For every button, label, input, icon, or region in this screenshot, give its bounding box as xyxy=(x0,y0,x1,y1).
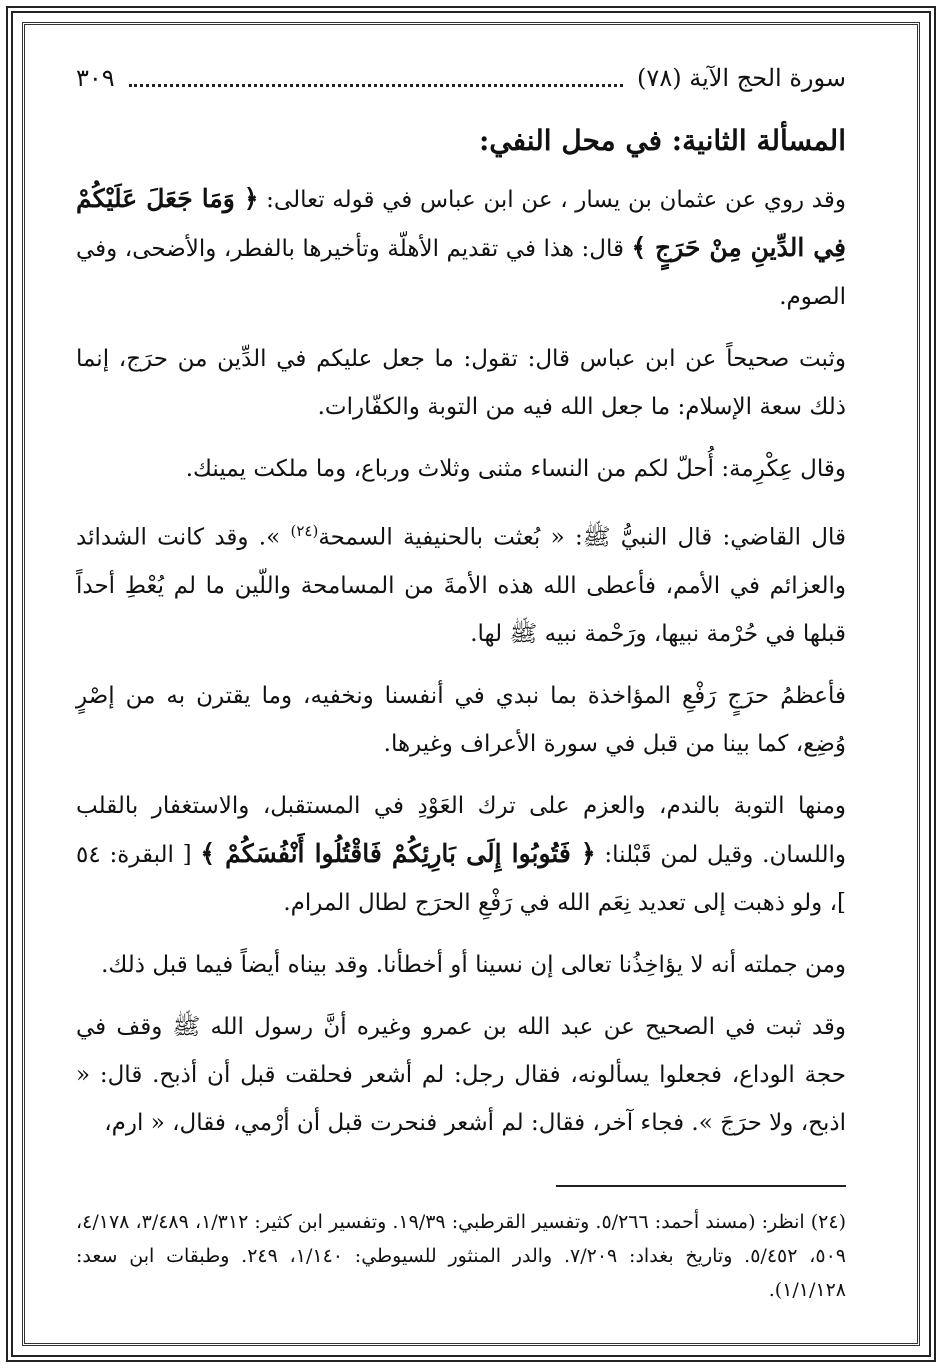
header-title: سورة الحج الآية (٧٨) xyxy=(637,64,846,92)
paragraph-8 xyxy=(76,1003,846,1147)
paragraph-text: قال: هذا في تقديم الأهلّة وتأخيرها بالفطر، والأضحى، وفي الصوم. xyxy=(76,236,846,310)
footnote-ref: (٢٤) xyxy=(290,522,319,540)
paragraph-3 xyxy=(76,445,846,493)
paragraph-text: وثبت صحيحاً عن ابن عباس قال: تقول: ما جعل عليكم في الدِّين من حرَج، إنما ذلك سعة الإسلام: ما جعل الله فيه من التوبة والكفّارات. xyxy=(76,346,846,420)
paragraph-text: ». وقد كانت الشدائد والعزائم في الأمم، فأعطى الله هذه الأمةَ من المسامحة واللّين ما لم يُعْطِ أحداً قبلها في حُرْمة نبيها، ورَحْمة نبيه ﷺ لها. xyxy=(76,524,846,647)
quran-verse: ﴿ فَتُوبُوا إِلَى بَارِئِكُمْ فَاقْتُلُوا أَنْفُسَكُمْ ﴾ xyxy=(200,838,596,868)
paragraph-text: ومنها التوبة بالندم، والعزم على ترك العَوْدِ في المستقبل، والاستغفار بالقلب واللسان. وقيل لمن قَبْلنا: xyxy=(76,792,846,868)
paragraph-text: ومن جملته أنه لا يؤاخِذُنا تعالى إن نسينا أو أخطأنا. وقد بيناه أيضاً فيما قبل ذلك. xyxy=(101,951,846,978)
paragraph-6 xyxy=(76,782,846,927)
paragraph-text: قال القاضي: قال النبيُّ ﷺ: « بُعثت بالحنيفية السمحة xyxy=(318,524,846,551)
paragraph-text: وقال عِكْرِمة: أُحلّ لكم من النساء مثنى وثلاث ورباع، وما ملكت يمينك. xyxy=(185,456,846,482)
paragraph-7 xyxy=(76,941,846,989)
section-heading: المسألة الثانية: في محل النفي: xyxy=(478,124,846,157)
paragraph-1 xyxy=(76,175,846,321)
paragraph-text: وقد روي عن عثمان بن يسار ، عن ابن عباس في قوله تعالى: xyxy=(258,187,846,213)
paragraph-text: [ البقرة: ٥٤ ]، ولو ذهبت إلى تعديد نِعَم الله في رَفْعِ الحرَج لطال المرام. xyxy=(76,841,846,916)
paragraph-text: وقد ثبت في الصحيح عن عبد الله بن عمرو وغيره أنَّ رسول الله ﷺ وقف في حجة الوداع، فجعلوا يسألونه، فقال رجل: لم أشعر فحلقت قبل أن أذبح. قال: « اذبح، ولا حرَجَ ». فجاء آخر، فقال: لم أشعر فنحرت قبل أن أرْمي، فقال، « ارم، xyxy=(76,1013,846,1136)
footnote: (٢٤) انظر: (مسند أحمد: ٥/٢٦٦. وتفسير القرطبي: ١٩/٣٩. وتفسير ابن كثير: ١/٣١٢، ٣/٤٨٩، ٤/١٧٨، ٥٠٩، ٥/٤٥٢. وتاريخ بغداد: ٧/٢٠٩. والدر المنثور للسيوطي: ١/١٤٠، ٢٤٩. وطبقات ابن سعد: ١/١/١٢٨). xyxy=(76,1210,847,1301)
paragraph-5 xyxy=(76,672,846,768)
book-page xyxy=(76,64,846,1314)
page-number: ٣٠٩ xyxy=(76,64,115,92)
paragraph-4 xyxy=(76,507,846,658)
header-dot-leader xyxy=(129,70,623,87)
paragraph-2 xyxy=(76,335,846,431)
quran-verse: ﴿ وَمَا جَعَلَ عَلَيْكُمْ فِي الدِّينِ مِنْ حَرَجٍ ﴾ xyxy=(76,184,847,262)
running-header xyxy=(76,64,846,92)
paragraph-text: فأعظمُ حرَجٍ رَفْعِ المؤاخذة بما نبدي في أنفسنا ونخفيه، وما يقترن به من إصْرٍ وُضِع، كما بينا من قبل في سورة الأعراف وغيرها. xyxy=(76,682,846,757)
footnote-divider xyxy=(556,1185,846,1187)
